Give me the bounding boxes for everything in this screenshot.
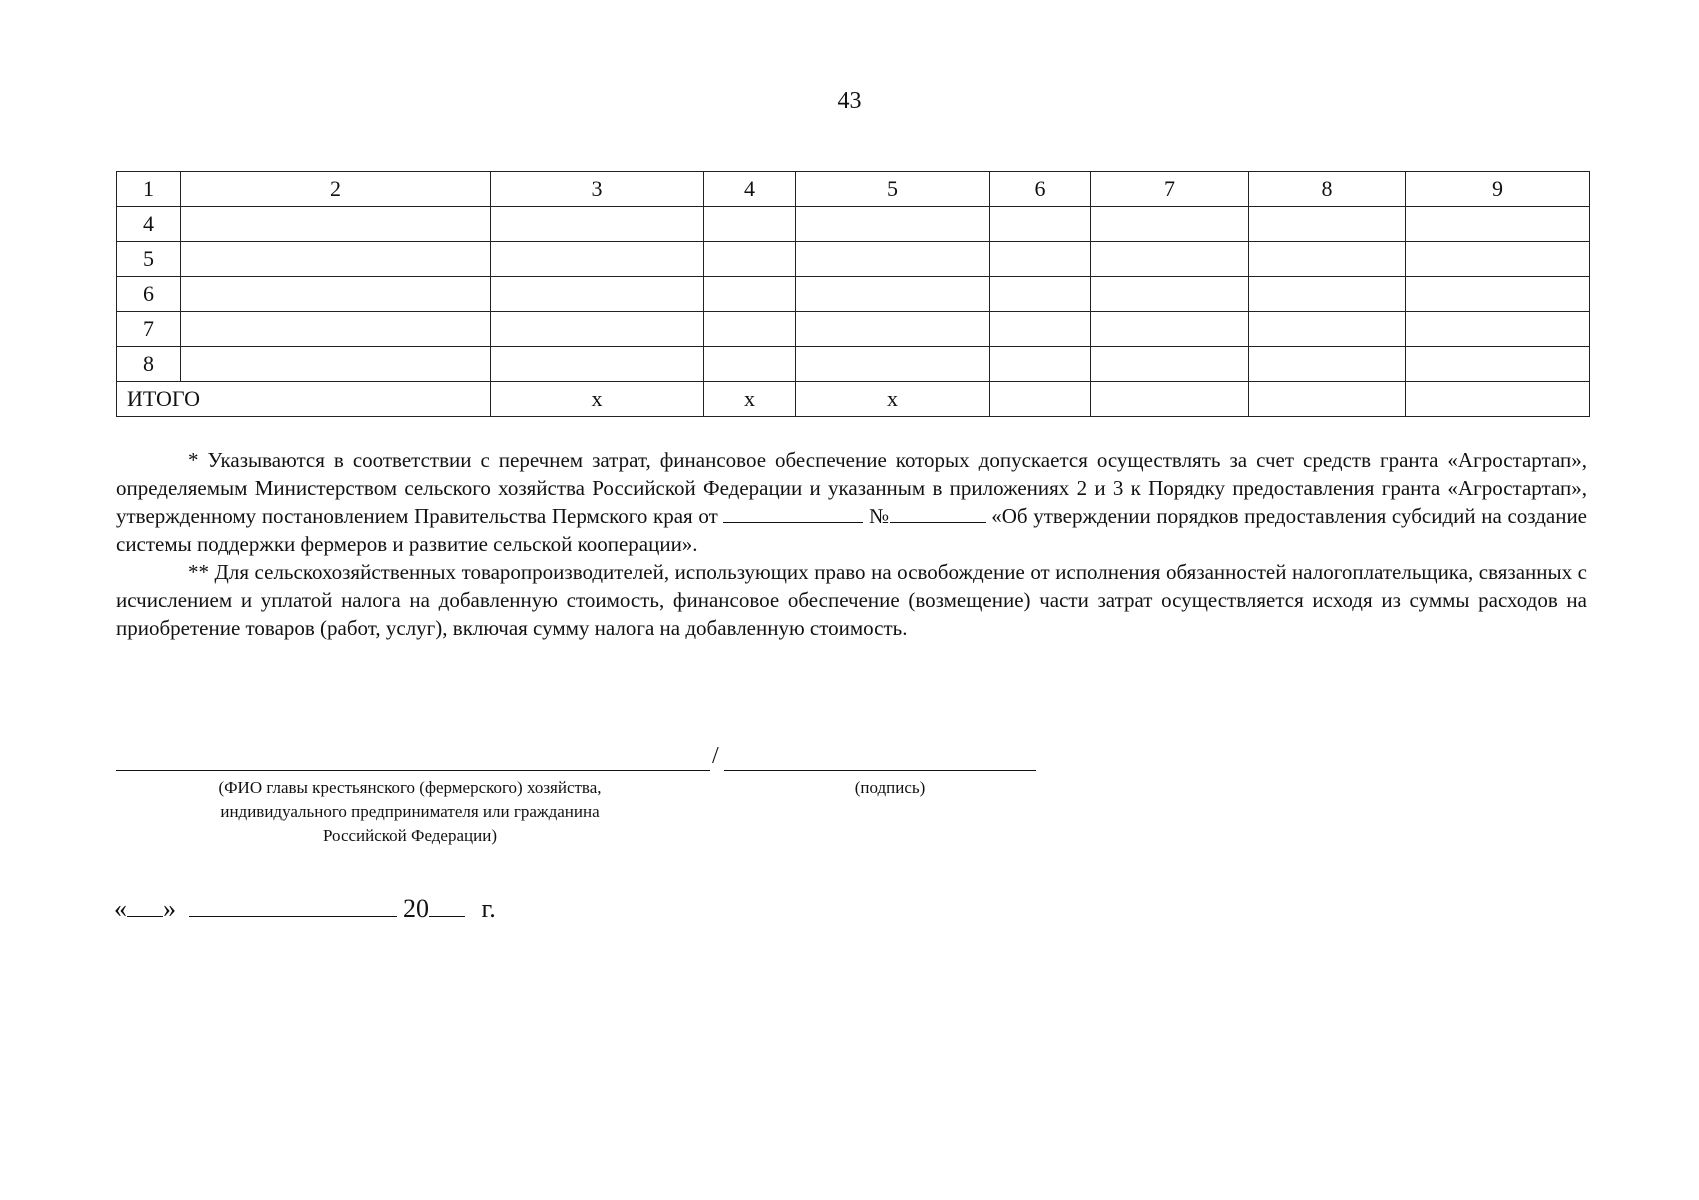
- date-line: [114, 894, 496, 924]
- signature-line: [724, 770, 1036, 771]
- name-caption: [140, 776, 680, 848]
- table-cell: [990, 347, 1091, 382]
- table-cell: [1406, 312, 1590, 347]
- table-cell: [181, 312, 491, 347]
- table-cell: [491, 347, 704, 382]
- table-cell: 7: [1091, 172, 1249, 207]
- table-cell: [1091, 207, 1249, 242]
- table-cell: [796, 312, 990, 347]
- name-caption-line: индивидуального предпринимателя или гражданина: [220, 802, 600, 821]
- table-cell: 4: [117, 207, 181, 242]
- table-row: [117, 242, 1590, 277]
- table-cell: [1249, 382, 1406, 417]
- year-suffix: г.: [481, 894, 496, 923]
- month-blank: [189, 894, 397, 917]
- date-blank: [723, 502, 863, 523]
- table-row: [117, 207, 1590, 242]
- name-signature-line: [116, 770, 710, 771]
- table-cell: 2: [181, 172, 491, 207]
- name-caption-line: Российской Федерации): [323, 826, 497, 845]
- table-cell: [796, 277, 990, 312]
- signature-caption: (подпись): [854, 778, 926, 797]
- table-cell: [1406, 207, 1590, 242]
- table-cell: [491, 312, 704, 347]
- table-cell: [990, 312, 1091, 347]
- table-cell: 8: [1249, 172, 1406, 207]
- table-header-row: [117, 172, 1590, 207]
- table-cell: [1091, 242, 1249, 277]
- footnote-1-text: * Указываются в соответствии с перечнем затрат, финансовое обеспечение которых допускается осуществлять за счет средств гранта «Агростартап», определяемым Министерством сельского хозяйства Российской Федерации и указанным в приложениях 2 и 3 к Порядку предоставления гранта «Агростартап», утвержденному постановлением Правительства Пермского края от: [116, 448, 1587, 528]
- table-cell: [990, 382, 1091, 417]
- date-close-quote: »: [163, 894, 176, 923]
- table-cell: [1091, 312, 1249, 347]
- table-cell: [704, 207, 796, 242]
- table-cell: [1091, 277, 1249, 312]
- table-cell: [1091, 347, 1249, 382]
- table-cell: x: [491, 382, 704, 417]
- table-cell: 6: [990, 172, 1091, 207]
- date-open-quote: «: [114, 894, 127, 923]
- table-cell: [491, 277, 704, 312]
- table-cell: [181, 207, 491, 242]
- table-cell: 4: [704, 172, 796, 207]
- table-cell: [990, 242, 1091, 277]
- number-sign: №: [869, 504, 890, 528]
- table-cell: [1406, 382, 1590, 417]
- table-cell: [796, 242, 990, 277]
- signature-separator: /: [712, 743, 719, 769]
- table-total-row: [117, 382, 1590, 417]
- footnote-1: [116, 446, 1587, 558]
- total-label: ИТОГО: [117, 382, 491, 417]
- table-cell: [704, 277, 796, 312]
- table-cell: [491, 242, 704, 277]
- table-cell: 5: [117, 242, 181, 277]
- table-cell: 5: [796, 172, 990, 207]
- table-cell: [990, 207, 1091, 242]
- table-cell: [1406, 242, 1590, 277]
- footnote-2: ** Для сельскохозяйственных товаропроизводителей, использующих право на освобождение от исполнения обязанностей налогоплательщика, связанных с исчислением и уплатой налога на добавленную стоимость, финансовое обеспечение (возмещение) части затрат осуществляется исходя из суммы расходов на приобретение товаров (работ, услуг), включая сумму налога на добавленную стоимость.: [116, 560, 1587, 640]
- table-cell: [704, 347, 796, 382]
- table-cell: [181, 277, 491, 312]
- table-cell: [990, 277, 1091, 312]
- table-cell: 3: [491, 172, 704, 207]
- table-cell: [704, 242, 796, 277]
- table-cell: [1249, 347, 1406, 382]
- table-cell: [1249, 242, 1406, 277]
- table-row: [117, 312, 1590, 347]
- table-cell: [491, 207, 704, 242]
- table-body: [117, 172, 1590, 417]
- name-caption-line: (ФИО главы крестьянского (фермерского) хозяйства,: [218, 778, 602, 797]
- cost-table: [116, 171, 1590, 417]
- table-cell: 9: [1406, 172, 1590, 207]
- table-cell: [1249, 277, 1406, 312]
- table-cell: [1091, 382, 1249, 417]
- table-cell: x: [796, 382, 990, 417]
- table-cell: [181, 347, 491, 382]
- table-cell: [181, 242, 491, 277]
- number-blank: [890, 502, 986, 523]
- table-cell: [1406, 277, 1590, 312]
- table-cell: 8: [117, 347, 181, 382]
- table-row: [117, 277, 1590, 312]
- table-cell: [796, 207, 990, 242]
- table-cell: [796, 347, 990, 382]
- footnote-1-text-end: «Об утверждении порядков предоставления субсидий на создание системы поддержки фермеров и развитие сельской кооперации».: [116, 504, 1588, 556]
- year-blank: [429, 894, 465, 917]
- table-cell: [1406, 347, 1590, 382]
- day-blank: [127, 894, 163, 917]
- year-prefix: 20: [403, 894, 429, 923]
- table-cell: 7: [117, 312, 181, 347]
- table-row: [117, 347, 1590, 382]
- table-cell: 6: [117, 277, 181, 312]
- table-cell: [1249, 207, 1406, 242]
- table-cell: x: [704, 382, 796, 417]
- footnotes: [116, 446, 1587, 642]
- page-number: 43: [837, 88, 862, 114]
- table-cell: [704, 312, 796, 347]
- table-cell: [1249, 312, 1406, 347]
- table-cell: 1: [117, 172, 181, 207]
